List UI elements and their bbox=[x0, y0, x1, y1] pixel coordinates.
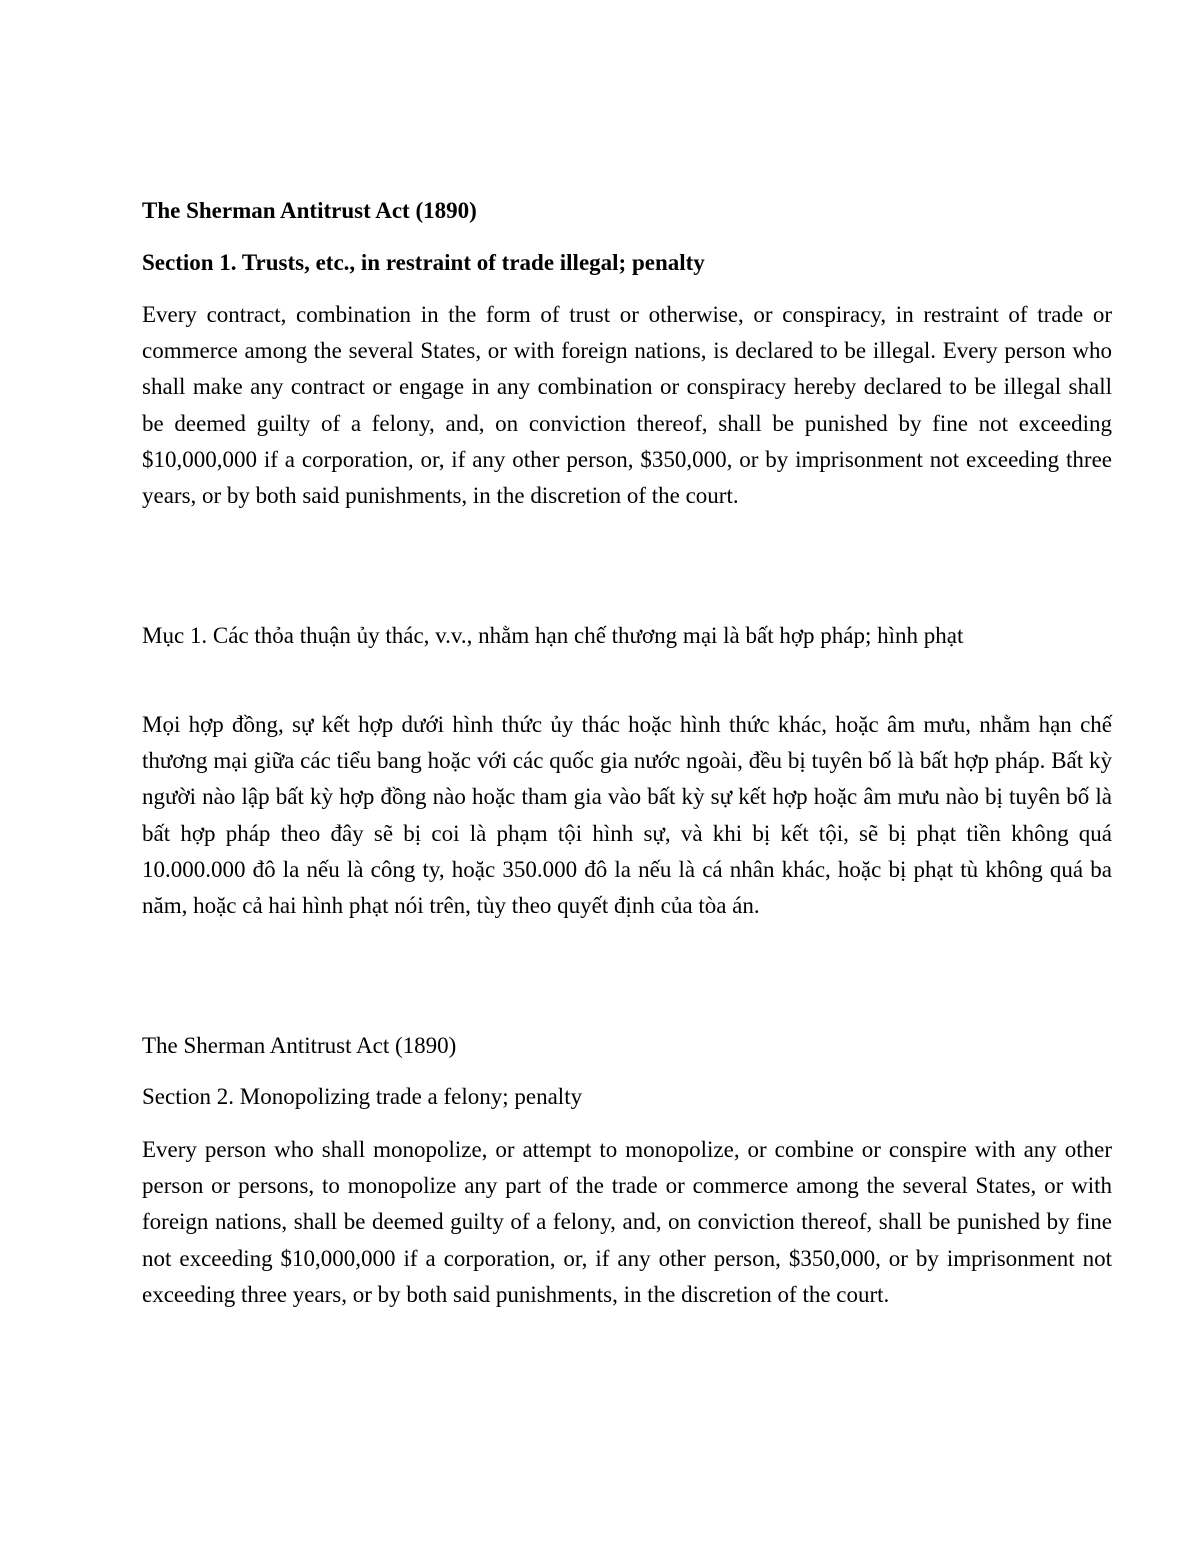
section-1-heading-vietnamese: Mục 1. Các thỏa thuận ủy thác, v.v., nhằm hạn chế thương mại là bất hợp pháp; hình phạt bbox=[142, 623, 964, 648]
section-2-body: Every person who shall monopolize, or attempt to monopolize, or combine or conspire with any other person or persons, to monopolize any part of the trade or commerce among the several States, or with foreign nations, shall be deemed guilty of a felony, and, on conviction thereof, shall be punished by fine not exceeding $10,000,000 if a corporation, or, if any other person, $350,000, or by imprisonment not exceeding three years, or by both said punishments, in the discretion of the court. bbox=[142, 1137, 1112, 1307]
act-title-1: The Sherman Antitrust Act (1890) bbox=[142, 198, 477, 223]
section-1-body: Every contract, combination in the form of trust or otherwise, or conspiracy, in restraint of trade or commerce among the several States, or with foreign nations, is declared to be illegal. Every person who shall make any contract or engage in any combination or conspiracy hereby declared to be illegal shall be deemed guilty of a felony, and, on conviction thereof, shall be punished by fine not exceeding $10,000,000 if a corporation, or, if any other person, $350,000, or by imprisonment not exceeding three years, or by both said punishments, in the discretion of the court. bbox=[142, 302, 1112, 509]
act-title-2: The Sherman Antitrust Act (1890) bbox=[142, 1033, 457, 1058]
section-2-heading: Section 2. Monopolizing trade a felony; penalty bbox=[142, 1084, 583, 1109]
section-1-heading: Section 1. Trusts, etc., in restraint of trade illegal; penalty bbox=[142, 250, 705, 275]
section-1-body-vietnamese: Mọi hợp đồng, sự kết hợp dưới hình thức ủy thác hoặc hình thức khác, hoặc âm mưu, nhằm hạn chế thương mại giữa các tiểu bang hoặc với các quốc gia nước ngoài, đều bị tuyên bố là bất hợp pháp. Bất kỳ người nào lập bất kỳ hợp đồng nào hoặc tham gia vào bất kỳ sự kết hợp hoặc âm mưu nào bị tuyên bố là bất hợp pháp theo đây sẽ bị coi là phạm tội hình sự, và khi bị kết tội, sẽ bị phạt tiền không quá 10.000.000 đô la nếu là công ty, hoặc 350.000 đô la nếu là cá nhân khác, hoặc bị phạt tù không quá ba năm, hoặc cả hai hình phạt nói trên, tùy theo quyết định của tòa án. bbox=[142, 712, 1112, 919]
